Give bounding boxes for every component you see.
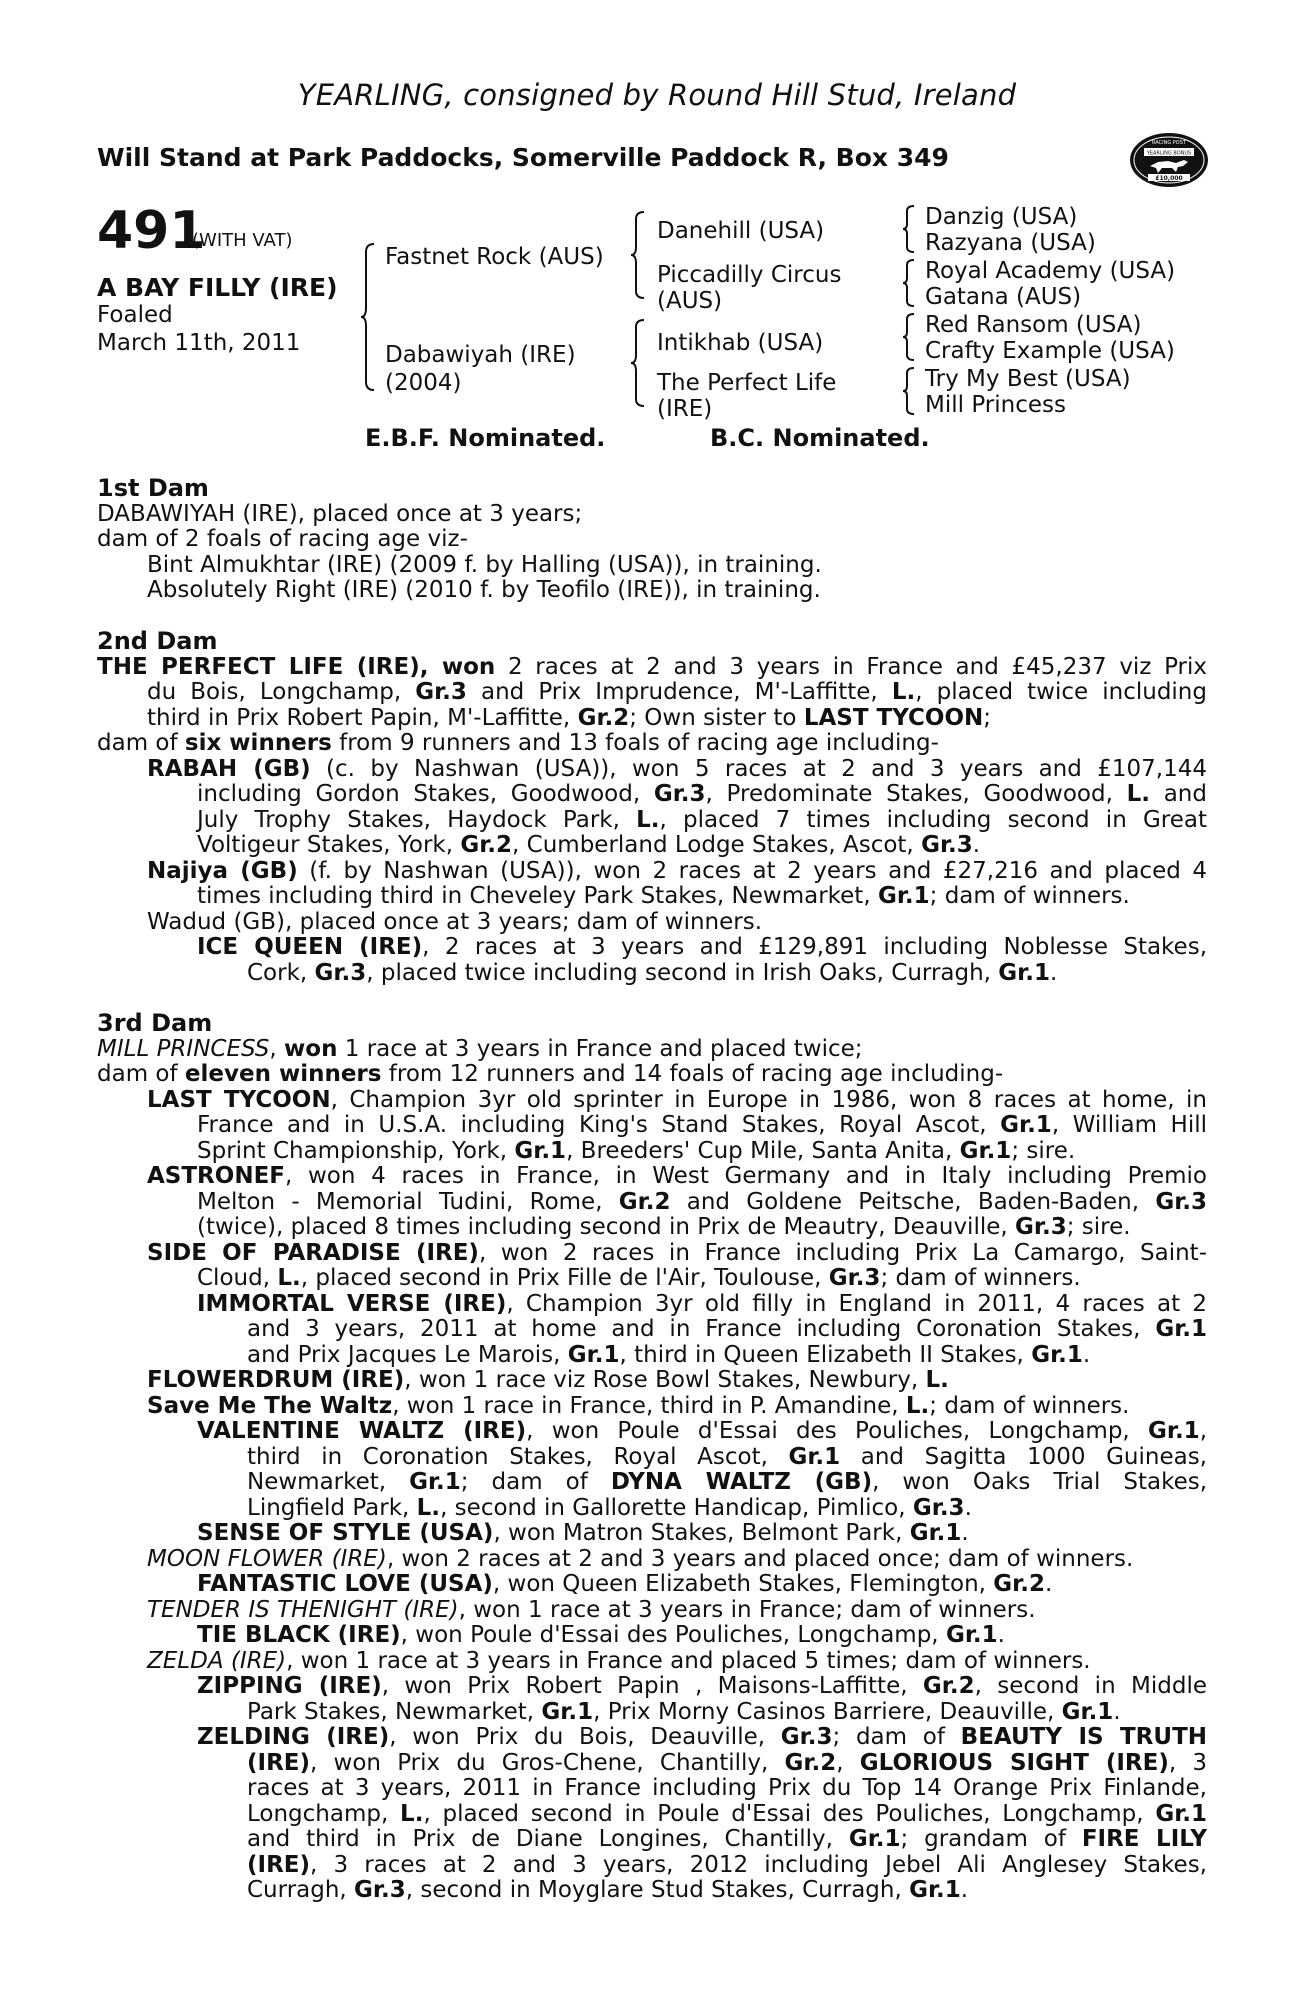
text-run: six winners: [184, 730, 332, 756]
first-dam-foal: Bint Almukhtar (IRE) (2009 f. by Halling (USA)), in training.: [147, 551, 822, 578]
text-run: MOON FLOWER (IRE): [147, 1545, 387, 1572]
text-run: ; dam of winners.: [929, 1392, 1130, 1419]
third-dam-line: [97, 1419, 1207, 1445]
foaled-label: Foaled: [97, 302, 173, 328]
text-run: ; Own sister to: [629, 704, 804, 731]
text-run: , won Oaks Trial Stakes,: [872, 1470, 1207, 1495]
text-run: FANTASTIC LOVE (USA): [197, 1571, 493, 1597]
text-run: SENSE OF STYLE (USA): [197, 1520, 494, 1546]
text-run: .: [964, 1494, 972, 1521]
text-run: third in Coronation Stakes, Royal Ascot,: [247, 1444, 789, 1470]
text-run: , won 2 races at 2 and 3 years and placed once; dam of winners.: [386, 1545, 1134, 1572]
text-run: RABAH (GB): [147, 756, 311, 782]
text-run: ; sire.: [1011, 1137, 1076, 1164]
text-run: eleven winners: [184, 1061, 382, 1087]
text-run: .: [1113, 1698, 1121, 1725]
text-run: (twice), placed 8 times including second in Prix de Meautry, Deauville,: [197, 1214, 1016, 1240]
third-dam-line: [97, 1215, 1207, 1241]
text-run: , won Prix Robert Papin , Maisons-Laffitte,: [381, 1674, 923, 1699]
second-dam-line: [97, 935, 1207, 961]
text-run: dam of: [97, 1061, 185, 1087]
text-run: TIE BLACK (IRE): [197, 1622, 401, 1648]
text-run: Gr.2: [993, 1571, 1045, 1597]
text-run: ; grandam of: [900, 1827, 1082, 1852]
gen3-dss: Red Ransom (USA): [925, 312, 1142, 338]
text-run: VALENTINE WALTZ (IRE): [197, 1419, 527, 1444]
text-run: L.: [925, 1367, 949, 1393]
text-run: , won Matron Stakes, Belmont Park,: [493, 1520, 910, 1546]
third-dam-line: [97, 1725, 1207, 1751]
text-run: L.: [416, 1494, 441, 1521]
text-run: and Goldene Peitsche, Baden-Baden,: [670, 1189, 1156, 1215]
text-run: ASTRONEF: [147, 1164, 285, 1189]
text-run: ; dam of winners.: [880, 1265, 1081, 1291]
text-run: LAST TYCOON: [803, 704, 984, 731]
third-dam-line: [97, 1802, 1207, 1828]
text-run: , 3: [1168, 1750, 1207, 1776]
first-dam-heading: 1st Dam: [97, 474, 209, 502]
pedigree-brace-dam: [630, 318, 646, 408]
second-dam-section: [97, 629, 1207, 986]
text-run: Gr.1: [541, 1698, 594, 1725]
text-run: dam of: [97, 730, 185, 756]
text-run: , won 1 race at 3 years in France; dam of winners.: [458, 1596, 1036, 1623]
text-run: (c. by Nashwan (USA)), won 5 races at 2 and 3 years and £107,144: [310, 756, 1207, 782]
second-dam-line: [97, 808, 1207, 834]
text-run: , won 1 race viz Rose Bowl Stakes, Newbury,: [404, 1367, 926, 1393]
text-run: L.: [636, 807, 660, 833]
text-run: Lingfield Park,: [247, 1494, 417, 1521]
text-run: Gr.2: [784, 1750, 837, 1776]
text-run: L.: [277, 1265, 301, 1291]
third-dam-line: [97, 1292, 1207, 1318]
third-dam-line: [97, 1266, 1207, 1292]
text-run: IMMORTAL VERSE (IRE): [197, 1291, 507, 1317]
third-dam-line: [97, 1598, 1207, 1624]
lot-number: 491: [97, 201, 206, 261]
text-run: du Bois, Longchamp,: [147, 680, 416, 705]
text-run: L.: [1126, 782, 1151, 807]
text-run: , 2 races at 3 years and £129,891 including Noblesse Stakes,: [422, 935, 1207, 960]
third-dam-line: [97, 1394, 1207, 1420]
text-run: 1 race at 3 years in France and placed twice;: [337, 1035, 863, 1062]
text-run: , William Hill: [1051, 1113, 1207, 1138]
second-dam-line: [97, 833, 1207, 859]
text-run: Gr.3: [415, 680, 467, 705]
text-run: (IRE): [247, 1750, 311, 1776]
pedigree-brace-sd: [902, 258, 916, 308]
second-dam-line: Wadud (GB), placed once at 3 years; dam of winners.: [147, 908, 763, 935]
text-run: France and in U.S.A. including King's Stand Stakes, Royal Ascot,: [197, 1113, 1001, 1138]
text-run: (IRE): [247, 1852, 311, 1878]
third-dam-line: [97, 1241, 1207, 1267]
text-run: , Cumberland Lodge Stakes, Ascot,: [512, 832, 922, 858]
text-run: , placed 7 times including second in Great: [659, 807, 1207, 833]
dam-year: (2004): [385, 370, 462, 396]
text-run: .: [972, 832, 981, 858]
gen3-dsd: Crafty Example (USA): [925, 338, 1175, 364]
text-run: , won 4 races in France, in West Germany and in Italy including Premio: [285, 1164, 1207, 1189]
text-run: .: [1082, 1341, 1091, 1368]
text-run: Gr.1: [1155, 1317, 1207, 1342]
text-run: Sprint Championship, York,: [197, 1137, 515, 1164]
third-dam-line: [97, 1037, 1207, 1063]
sire: Fastnet Rock (AUS): [385, 244, 604, 270]
text-run: , Champion 3yr old sprinter in Europe in 1986, won 8 races at home, in: [330, 1087, 1207, 1113]
first-dam-line: dam of 2 foals of racing age viz-: [97, 526, 468, 552]
bc-nominated: B.C. Nominated.: [710, 424, 930, 452]
text-run: Gr.3: [1015, 1214, 1067, 1240]
third-dam-line: [97, 1700, 1207, 1726]
first-dam-foal: Absolutely Right (IRE) (2010 f. by Teofilo (IRE)), in training.: [147, 577, 821, 603]
text-run: Voltigeur Stakes, York,: [197, 832, 461, 858]
second-dam-line: [97, 706, 1207, 732]
pedigree-brace-dd: [902, 366, 916, 416]
text-run: ; dam of winners.: [929, 883, 1130, 909]
third-dam-line: [97, 1547, 1207, 1573]
dam-of-sire-line2: (AUS): [657, 288, 723, 314]
svg-text:£10,000: £10,000: [1155, 175, 1183, 182]
text-run: and: [1150, 782, 1207, 807]
text-run: , second in Gallorette Handicap, Pimlico,: [440, 1494, 913, 1521]
text-run: Gr.3: [354, 1877, 406, 1903]
text-run: , won Prix du Gros-Chene, Chantilly,: [310, 1750, 785, 1776]
text-run: Gr.2: [922, 1674, 975, 1699]
dam-of-dam-line2: (IRE): [657, 396, 713, 422]
text-run: from 9 runners and 13 foals of racing age including-: [331, 730, 939, 756]
text-run: Gr.1: [909, 1877, 961, 1903]
second-dam-line: [97, 961, 1207, 987]
third-dam-line: [97, 1521, 1207, 1547]
text-run: , second in Middle: [974, 1674, 1207, 1699]
text-run: , placed twice including: [915, 680, 1207, 705]
text-run: MILL PRINCESS: [97, 1035, 270, 1062]
gen3-sds: Royal Academy (USA): [925, 258, 1176, 284]
text-run: Gr.3: [828, 1265, 881, 1291]
text-run: Gr.1: [1155, 1801, 1207, 1827]
text-run: Gr.3: [912, 1494, 965, 1521]
text-run: , won 2 races in France including Prix La Camargo, Saint-: [478, 1240, 1207, 1266]
text-run: Gr.1: [1031, 1341, 1083, 1368]
sire-of-sire: Danehill (USA): [657, 218, 825, 244]
third-dam-line: [97, 1088, 1207, 1114]
third-dam-line: [97, 1853, 1207, 1879]
text-run: FLOWERDRUM (IRE): [147, 1367, 405, 1393]
second-dam-line: [97, 655, 1207, 681]
text-run: Gr.1: [514, 1137, 567, 1164]
text-run: ZELDING (IRE): [197, 1725, 390, 1750]
text-run: , won Prix du Bois, Deauville,: [389, 1725, 781, 1750]
second-dam-heading: 2nd Dam: [97, 627, 218, 655]
vat-note: (WITH VAT): [192, 230, 293, 251]
text-run: third in Prix Robert Papin, M'-Laffitte,: [147, 704, 578, 731]
text-run: Cork,: [247, 959, 315, 986]
text-run: , 3 races at 2 and 3 years, 2012 including Jebel Ali Anglesey Stakes,: [310, 1852, 1207, 1878]
third-dam-line: [97, 1496, 1207, 1522]
text-run: Gr.2: [460, 832, 513, 858]
text-run: , won Queen Elizabeth Stakes, Flemington,: [492, 1571, 994, 1597]
text-run: THE PERFECT LIFE (IRE), won: [97, 654, 496, 680]
text-run: Gr.3: [1155, 1189, 1207, 1215]
second-dam-line: [97, 782, 1207, 808]
text-run: LAST TYCOON: [147, 1087, 331, 1113]
text-run: Gr.3: [780, 1725, 833, 1750]
stand-location: Will Stand at Park Paddocks, Somerville Paddock R, Box 349: [97, 143, 949, 172]
third-dam-line: [97, 1751, 1207, 1777]
consignor-line: YEARLING, consigned by Round Hill Stud, Ireland: [297, 78, 1017, 112]
text-run: GLORIOUS SIGHT (IRE): [859, 1750, 1169, 1776]
text-run: ;: [983, 704, 992, 731]
text-run: , second in Moyglare Stud Stakes, Curragh,: [405, 1877, 910, 1903]
text-run: , Predominate Stakes, Goodwood,: [705, 782, 1127, 807]
third-dam-line: [97, 1062, 1207, 1088]
text-run: Gr.2: [618, 1189, 671, 1215]
text-run: won: [284, 1035, 338, 1062]
text-run: Melton - Memorial Tudini, Rome,: [197, 1189, 619, 1215]
text-run: , won Poule d'Essai des Pouliches, Longchamp,: [400, 1622, 946, 1648]
text-run: .: [961, 1520, 969, 1546]
text-run: ; dam of: [460, 1470, 611, 1495]
text-run: , won 1 race in France, third in P. Amandine,: [392, 1392, 906, 1419]
text-run: ZELDA (IRE): [147, 1647, 287, 1674]
text-run: .: [960, 1877, 969, 1903]
text-run: and Prix Imprudence, M'-Laffitte,: [466, 680, 892, 705]
text-run: Gr.1: [567, 1341, 620, 1368]
text-run: Najiya (GB): [147, 858, 298, 884]
text-run: Gr.3: [921, 832, 973, 858]
dam-name: Dabawiyah (IRE): [385, 342, 576, 368]
text-run: Gr.1: [848, 1827, 901, 1852]
gen3-sss: Danzig (USA): [925, 204, 1078, 230]
text-run: Gr.1: [909, 1520, 962, 1546]
text-run: BEAUTY IS TRUTH: [960, 1725, 1207, 1750]
first-dam-section: [97, 476, 1207, 604]
dam-of-sire-line1: Piccadilly Circus: [657, 262, 842, 288]
text-run: Gr.2: [577, 704, 630, 731]
text-run: , placed second in Poule d'Essai des Pouliches, Longchamp,: [423, 1801, 1156, 1827]
text-run: , placed second in Prix Fille de l'Air, Toulouse,: [300, 1265, 829, 1291]
text-run: ICE QUEEN (IRE): [197, 935, 423, 960]
text-run: ,: [269, 1035, 285, 1062]
third-dam-line: [97, 1445, 1207, 1471]
text-run: Gr.1: [877, 883, 930, 909]
text-run: Park Stakes, Newmarket,: [247, 1698, 542, 1725]
sire-of-dam: Intikhab (USA): [657, 330, 824, 356]
gen3-ssd: Razyana (USA): [925, 230, 1096, 256]
text-run: L.: [891, 680, 916, 705]
third-dam-line: [97, 1827, 1207, 1853]
text-run: ; sire.: [1066, 1214, 1131, 1240]
second-dam-line: [97, 859, 1207, 885]
second-dam-line: [97, 757, 1207, 783]
third-dam-line: [97, 1878, 1207, 1904]
text-run: Gr.1: [788, 1444, 841, 1470]
third-dam-line: [97, 1139, 1207, 1165]
text-run: , Breeders' Cup Mile, Santa Anita,: [566, 1137, 960, 1164]
text-run: including Gordon Stakes, Goodwood,: [197, 782, 654, 807]
pedigree-brace-ds: [902, 312, 916, 362]
text-run: .: [1044, 1571, 1053, 1597]
first-dam-line: DABAWIYAH (IRE), placed once at 3 years;: [97, 500, 583, 527]
text-run: Cloud,: [197, 1265, 278, 1291]
lot-name: A BAY FILLY (IRE): [97, 273, 338, 302]
text-run: ,: [1199, 1419, 1207, 1444]
text-run: and Prix Jacques Le Marois,: [247, 1341, 568, 1368]
third-dam-section: [97, 1011, 1207, 1904]
text-run: L.: [905, 1392, 930, 1419]
text-run: 2 races at 2 and 3 years in France and £45,237 viz Prix: [495, 654, 1207, 680]
text-run: , third in Queen Elizabeth II Stakes,: [619, 1341, 1032, 1368]
text-run: Save Me The Waltz: [147, 1392, 393, 1419]
text-run: Gr.3: [653, 782, 706, 807]
text-run: Gr.1: [998, 959, 1050, 986]
gen3-sdd: Gatana (AUS): [925, 284, 1082, 310]
text-run: SIDE OF PARADISE (IRE): [147, 1240, 479, 1266]
third-dam-line: [97, 1343, 1207, 1369]
text-run: , won 1 race at 3 years in France and placed 5 times; dam of winners.: [286, 1647, 1091, 1674]
pedigree-brace-gen1: [360, 242, 376, 392]
third-dam-line: [97, 1623, 1207, 1649]
third-dam-line: races at 3 years, 2011 in France including Prix du Top 14 Orange Prix Finlande,: [247, 1776, 1207, 1801]
text-run: TENDER IS THENIGHT (IRE): [147, 1596, 459, 1623]
text-run: Gr.1: [1148, 1419, 1200, 1444]
text-run: Longchamp,: [247, 1801, 401, 1827]
text-run: L.: [400, 1801, 424, 1827]
text-run: , won Poule d'Essai des Pouliches, Longchamp,: [526, 1419, 1148, 1444]
text-run: Curragh,: [247, 1877, 355, 1903]
third-dam-line: [97, 1190, 1207, 1216]
second-dam-line: [97, 884, 1207, 910]
dam-of-dam-line1: The Perfect Life: [657, 370, 837, 396]
text-run: and Sagitta 1000 Guineas,: [840, 1444, 1207, 1470]
third-dam-line: [97, 1674, 1207, 1700]
text-run: Gr.1: [1061, 1698, 1114, 1725]
text-run: from 12 runners and 14 foals of racing age including-: [381, 1061, 1004, 1087]
third-dam-line: [97, 1649, 1207, 1675]
text-run: Gr.1: [1000, 1113, 1052, 1138]
text-run: , Champion 3yr old filly in England in 2011, 4 races at 2: [506, 1291, 1207, 1317]
text-run: FIRE LILY: [1081, 1827, 1207, 1852]
second-dam-line: [97, 731, 1207, 757]
text-run: (f. by Nashwan (USA)), won 2 races at 2 years and £27,216 and placed 4: [297, 858, 1207, 884]
text-run: July Trophy Stakes, Haydock Park,: [197, 807, 637, 833]
svg-text:RACING POST: RACING POST: [1152, 140, 1186, 146]
third-dam-line: [97, 1572, 1207, 1598]
text-run: DYNA WALTZ (GB): [610, 1470, 873, 1495]
third-dam-heading: 3rd Dam: [97, 1009, 213, 1037]
text-run: times including third in Cheveley Park Stakes, Newmarket,: [197, 883, 878, 909]
text-run: , placed twice including second in Irish Oaks, Curragh,: [366, 959, 999, 986]
pedigree-brace-ss: [902, 204, 916, 254]
text-run: ,: [836, 1750, 860, 1776]
text-run: Gr.3: [314, 959, 367, 986]
text-run: Gr.1: [409, 1470, 461, 1495]
gen3-dds: Try My Best (USA): [925, 366, 1131, 392]
third-dam-line: [97, 1113, 1207, 1139]
third-dam-line: [97, 1368, 1207, 1394]
third-dam-line: [97, 1317, 1207, 1343]
text-run: Gr.1: [945, 1622, 998, 1648]
third-dam-line: [97, 1470, 1207, 1496]
svg-text:YEARLING BONUS: YEARLING BONUS: [1146, 150, 1192, 157]
text-run: , Prix Morny Casinos Barriere, Deauville,: [593, 1698, 1062, 1725]
ebf-nominated: E.B.F. Nominated.: [365, 424, 606, 452]
yearling-bonus-logo: [1128, 126, 1210, 192]
third-dam-line: [97, 1164, 1207, 1190]
pedigree-brace-sire: [630, 210, 646, 300]
text-run: .: [1049, 959, 1058, 986]
text-run: and third in Prix de Diane Longines, Chantilly,: [247, 1827, 849, 1852]
text-run: ZIPPING (IRE): [197, 1674, 382, 1699]
text-run: ; dam of: [832, 1725, 961, 1750]
foaled-date: March 11th, 2011: [97, 330, 301, 356]
text-run: Gr.1: [959, 1137, 1012, 1164]
text-run: Newmarket,: [247, 1470, 410, 1495]
text-run: .: [997, 1622, 1005, 1648]
gen3-ddd: Mill Princess: [925, 392, 1066, 418]
second-dam-line: [97, 680, 1207, 706]
text-run: and 3 years, 2011 at home and in France including Coronation Stakes,: [247, 1317, 1156, 1342]
